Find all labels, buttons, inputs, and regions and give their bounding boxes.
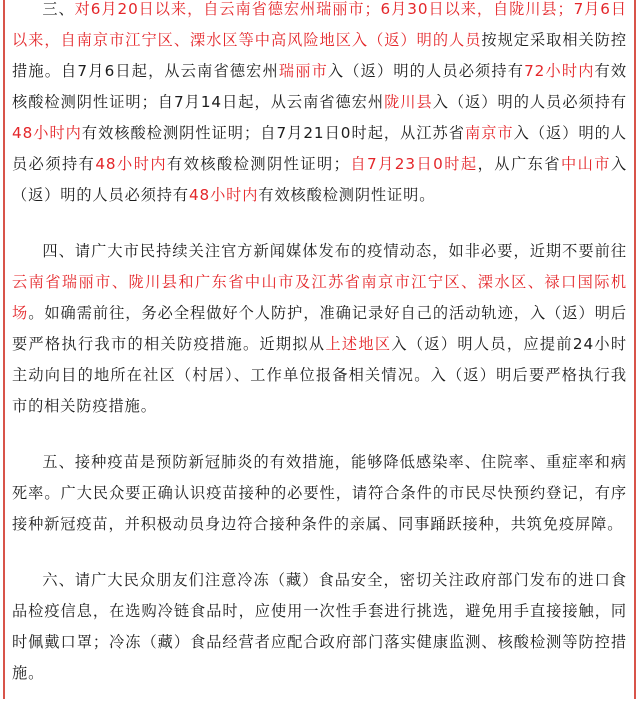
- text-segment: 四、请广大市民持续关注官方新闻媒体发布的疫情动态，如非必要，近期不要前往: [42, 242, 627, 260]
- highlight-segment: 48小时内: [12, 124, 82, 142]
- text-segment: 入（返）明的人员必须持有: [432, 93, 627, 111]
- paragraph-item-4: [12, 236, 627, 422]
- text-segment: 六、请广大民众朋友们注意冷冻（藏）食品安全，密切关注政府部门发布的进口食品检疫信息，在选购冷链食品时，应使用一次性手套进行挑选，避免用手直接接触，同时佩戴口罩；冷冻（藏）食品经营者应配合政府部门落实健康监测、核酸检测等防控措施。: [12, 571, 627, 682]
- highlight-segment: 云南省瑞丽市、陇川县和广东省中山市及江苏省南京市江宁区、溧水区、禄口国际机场: [12, 273, 627, 322]
- text-segment: 有效核酸检测阴性证明；: [167, 155, 350, 173]
- highlight-segment: 对6月20日以来，自云南省德宏州瑞丽市；6月30日以来，自陇川县；7月6日以来，自南京市江宁区、溧水区等中高风险地区入（返）明的人员: [12, 0, 627, 49]
- text-segment: ，从广东省: [477, 155, 561, 173]
- highlight-segment: 陇川县: [384, 93, 433, 111]
- right-border-decoration: [634, 0, 636, 699]
- text-segment: 按规定采取相关防控措施。自7月6日起，从云南省德宏州: [12, 31, 627, 80]
- highlight-segment: 48小时内: [95, 155, 168, 173]
- paragraph-item-5: [12, 447, 627, 540]
- highlight-segment: 72小时内: [524, 62, 595, 80]
- highlight-segment: 48小时内: [188, 186, 259, 204]
- highlight-segment: 瑞丽市: [278, 62, 328, 80]
- text-segment: 入（返）明的人员必须持有: [12, 155, 628, 204]
- highlight-segment: 自7月23日0时起: [349, 155, 478, 173]
- paragraph-item-3: [12, 0, 627, 211]
- text-segment: 有效核酸检测阴性证明。: [258, 186, 436, 204]
- text-segment: 三、: [42, 0, 75, 18]
- text-segment: 。如确需前往，务必全程做好个人防护，准确记录好自己的活动轨迹，入（返）明后要严格执行我市的相关防疫措施。近期拟从: [12, 304, 627, 353]
- left-border-decoration: [3, 0, 5, 699]
- text-segment: 有效核酸检测阴性证明；自7月14日起，从云南省德宏州: [12, 62, 627, 111]
- text-segment: 入（返）明的人员必须持有: [327, 62, 525, 80]
- highlight-segment: 南京市: [464, 124, 514, 142]
- text-segment: 五、接种疫苗是预防新冠肺炎的有效措施，能够降低感染率、住院率、重症率和病死率。广大民众要正确认识疫苗接种的必要性，请符合条件的市民尽快预约登记，有序接种新冠疫苗，并积极动员身边符合接种条件的亲属、同事踊跃接种，共筑免疫屏障。: [12, 453, 627, 533]
- highlight-segment: 上述地区: [325, 335, 392, 353]
- text-segment: 有效核酸检测阴性证明；自7月21日0时起，从江苏省: [81, 124, 465, 142]
- paragraph-item-6: [12, 565, 627, 689]
- highlight-segment: 中山市: [560, 155, 611, 173]
- text-segment: 入（返）明的人员必须持有: [12, 124, 627, 173]
- text-segment: 入（返）明人员，应提前24小时主动向目的地所在社区（村居）、工作单位报备相关情况。入（返）明后要严格执行我市的相关防疫措施。: [12, 335, 627, 415]
